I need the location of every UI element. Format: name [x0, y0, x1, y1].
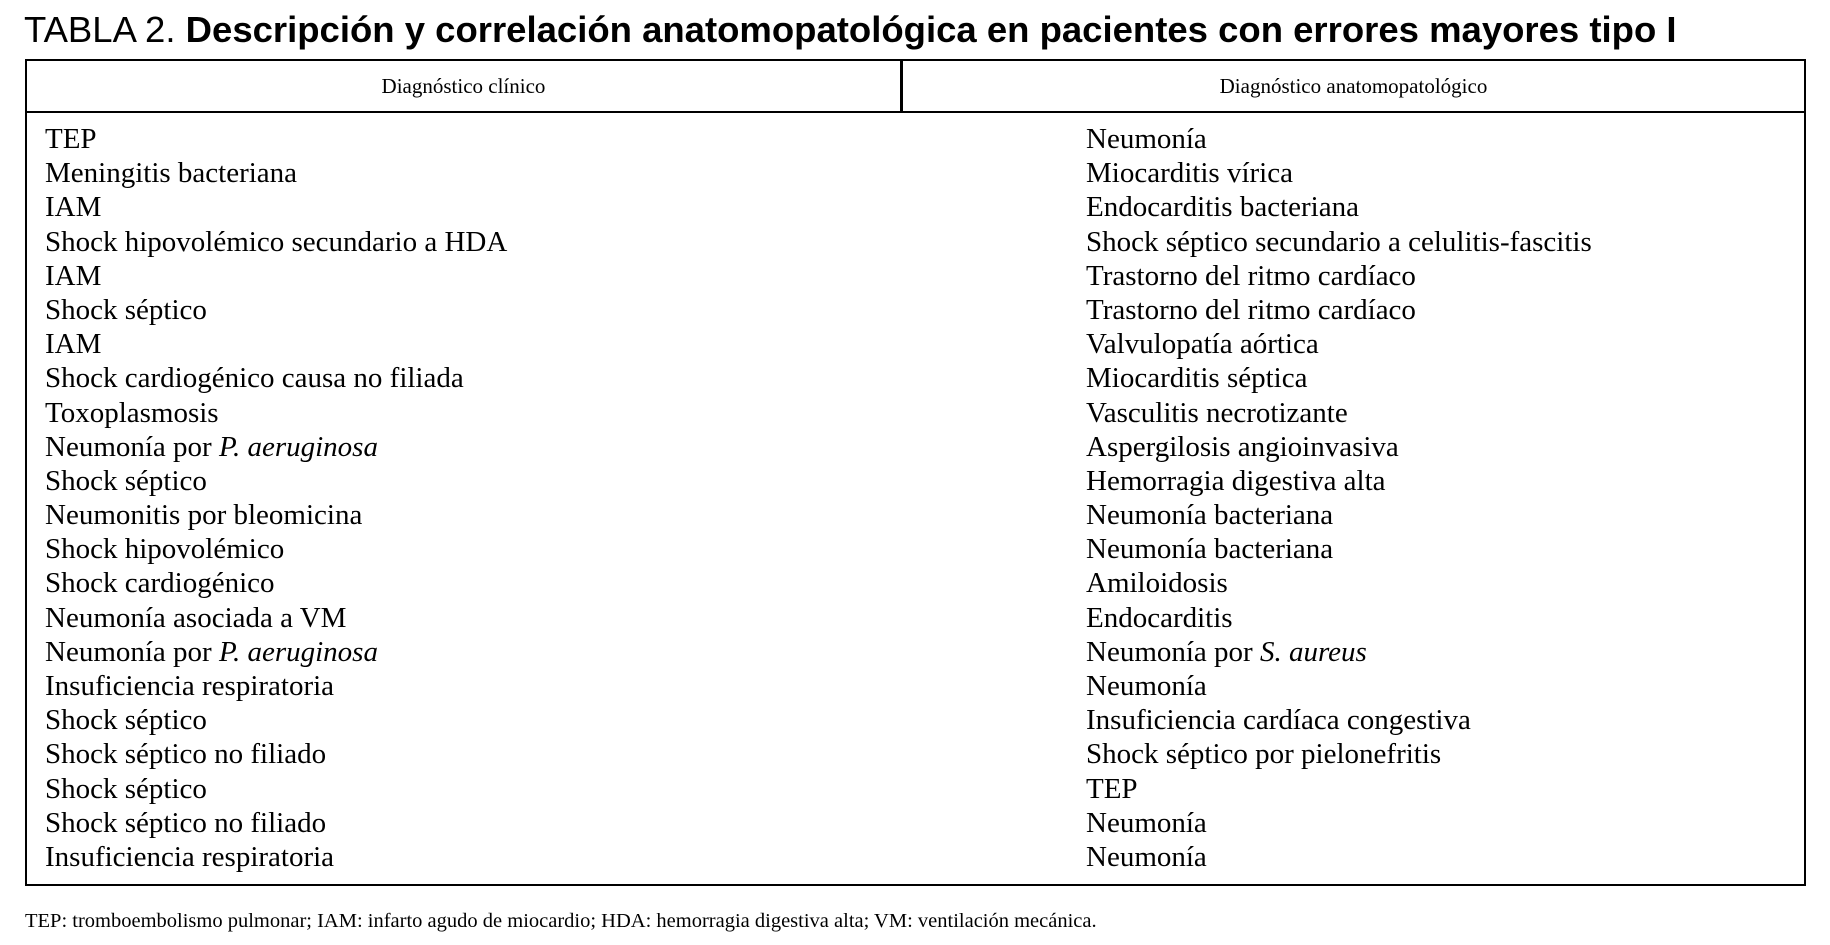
cell-text: IAM	[45, 259, 102, 292]
cell-text: Vasculitis necrotizante	[1086, 396, 1348, 429]
pathology-diagnosis-cell	[1086, 361, 1592, 395]
data-table	[25, 59, 1806, 886]
table-title	[24, 8, 1677, 52]
cell-text: Insuficiencia cardíaca congestiva	[1086, 704, 1471, 737]
cell-text: Trastorno del ritmo cardíaco	[1086, 259, 1416, 292]
cell-text: Shock hipovolémico secundario a HDA	[45, 225, 508, 258]
pathology-diagnosis-cell	[1086, 601, 1592, 635]
pathology-diagnosis-cell	[1086, 806, 1592, 840]
clinical-diagnosis-cell	[45, 396, 507, 430]
cell-text: Neumonía por	[1086, 635, 1260, 668]
clinical-diagnosis-cell	[45, 293, 507, 327]
pathology-diagnosis-cell	[1086, 327, 1592, 361]
header-diagnostico-anatomopatologico: Diagnóstico anatomopatológico	[1219, 73, 1488, 98]
pathology-diagnosis-cell	[1086, 225, 1592, 259]
pathology-diagnosis-cell	[1086, 669, 1592, 703]
cell-text: Shock cardiogénico causa no filiada	[45, 362, 464, 395]
clinical-diagnosis-cell	[45, 259, 507, 293]
pathology-diagnosis-cell	[1086, 703, 1592, 737]
pathology-diagnosis-cell	[1086, 532, 1592, 566]
pathology-diagnosis-cell	[1086, 293, 1592, 327]
table-footnote: TEP: tromboembolismo pulmonar; IAM: infarto agudo de miocardio; HDA: hemorragia digestiva alta; VM: ventilación mecánica.	[25, 910, 1097, 932]
pathology-diagnosis-cell	[1086, 430, 1592, 464]
clinical-diagnosis-cell	[45, 669, 507, 703]
cell-text: Neumonía por	[45, 430, 219, 463]
cell-text: Neumonía	[1086, 806, 1207, 839]
clinical-diagnosis-cell	[45, 772, 507, 806]
clinical-diagnosis-cell	[45, 190, 507, 224]
clinical-diagnosis-cell	[45, 122, 507, 156]
cell-text: Shock cardiogénico	[45, 567, 275, 600]
column-diagnostico-anatomopatologico	[1086, 122, 1592, 874]
clinical-diagnosis-cell	[45, 430, 507, 464]
pathology-diagnosis-cell	[1086, 122, 1592, 156]
cell-text: Aspergilosis angioinvasiva	[1086, 430, 1399, 463]
pathology-diagnosis-cell	[1086, 190, 1592, 224]
cell-text: Neumonía	[1086, 670, 1207, 702]
cell-text: Shock séptico por pielonefritis	[1086, 738, 1442, 771]
cell-text: Shock hipovolémico	[45, 533, 285, 566]
table-label: TABLA 2.	[24, 9, 176, 50]
table-header-row	[27, 61, 1804, 113]
clinical-diagnosis-cell	[45, 156, 507, 190]
clinical-diagnosis-cell	[45, 806, 507, 840]
pathology-diagnosis-cell	[1086, 772, 1592, 806]
cell-text: Neumonitis por bleomicina	[45, 499, 363, 532]
cell-text: Neumonía bacteriana	[1086, 499, 1334, 532]
cell-text: TEP	[1086, 772, 1138, 805]
clinical-diagnosis-cell	[45, 327, 507, 361]
cell-text: Insuficiencia respiratoria	[45, 840, 335, 873]
pathology-diagnosis-cell	[1086, 566, 1592, 600]
pathology-diagnosis-cell	[1086, 498, 1592, 532]
cell-text: Toxoplasmosis	[45, 396, 219, 429]
clinical-diagnosis-cell	[45, 498, 507, 532]
pathology-diagnosis-cell	[1086, 396, 1592, 430]
pathology-diagnosis-cell	[1086, 635, 1592, 669]
clinical-diagnosis-cell	[45, 737, 507, 771]
cell-text: Valvulopatía aórtica	[1086, 328, 1319, 361]
cell-text: Endocarditis bacteriana	[1086, 191, 1359, 224]
clinical-diagnosis-cell	[45, 601, 507, 635]
clinical-diagnosis-cell	[45, 635, 507, 669]
cell-text: Neumonía	[1086, 123, 1207, 155]
species-name: P. aeruginosa	[218, 430, 378, 463]
cell-text: Miocarditis séptica	[1086, 362, 1308, 395]
cell-text: Shock séptico no filiado	[45, 738, 327, 771]
cell-text: Neumonía	[1086, 840, 1207, 873]
species-name: S. aureus	[1259, 635, 1367, 668]
table-title-text: Descripción y correlación anatomopatológica en pacientes con errores mayores tipo I	[185, 9, 1677, 50]
cell-text: Amiloidosis	[1086, 567, 1228, 600]
cell-text: Shock séptico	[45, 464, 207, 497]
column-diagnostico-clinico	[45, 122, 507, 874]
cell-text: Miocarditis vírica	[1086, 157, 1293, 190]
cell-text: Hemorragia digestiva alta	[1086, 464, 1386, 497]
pathology-diagnosis-cell	[1086, 737, 1592, 771]
cell-text: TEP	[45, 123, 97, 155]
clinical-diagnosis-cell	[45, 225, 507, 259]
header-diagnostico-clinico: Diagnóstico clínico	[381, 73, 546, 98]
cell-text: Meningitis bacteriana	[45, 157, 298, 190]
clinical-diagnosis-cell	[45, 464, 507, 498]
clinical-diagnosis-cell	[45, 566, 507, 600]
cell-text: Neumonía bacteriana	[1086, 533, 1334, 566]
cell-text: Shock séptico	[45, 704, 207, 737]
cell-text: Shock séptico secundario a celulitis-fascitis	[1086, 225, 1592, 258]
clinical-diagnosis-cell	[45, 361, 507, 395]
cell-text: Shock séptico	[45, 293, 207, 326]
cell-text: Insuficiencia respiratoria	[45, 670, 335, 702]
cell-text: Shock séptico no filiado	[45, 806, 327, 839]
clinical-diagnosis-cell	[45, 840, 507, 874]
cell-text: IAM	[45, 328, 102, 361]
pathology-diagnosis-cell	[1086, 259, 1592, 293]
clinical-diagnosis-cell	[45, 703, 507, 737]
cell-text: Shock séptico	[45, 772, 207, 805]
cell-text: Neumonía asociada a VM	[45, 601, 347, 634]
pathology-diagnosis-cell	[1086, 156, 1592, 190]
cell-text: Trastorno del ritmo cardíaco	[1086, 293, 1416, 326]
species-name: P. aeruginosa	[218, 635, 378, 668]
cell-text: Endocarditis	[1086, 601, 1233, 634]
cell-text: Neumonía por	[45, 635, 219, 668]
clinical-diagnosis-cell	[45, 532, 507, 566]
pathology-diagnosis-cell	[1086, 840, 1592, 874]
cell-text: IAM	[45, 191, 102, 224]
pathology-diagnosis-cell	[1086, 464, 1592, 498]
